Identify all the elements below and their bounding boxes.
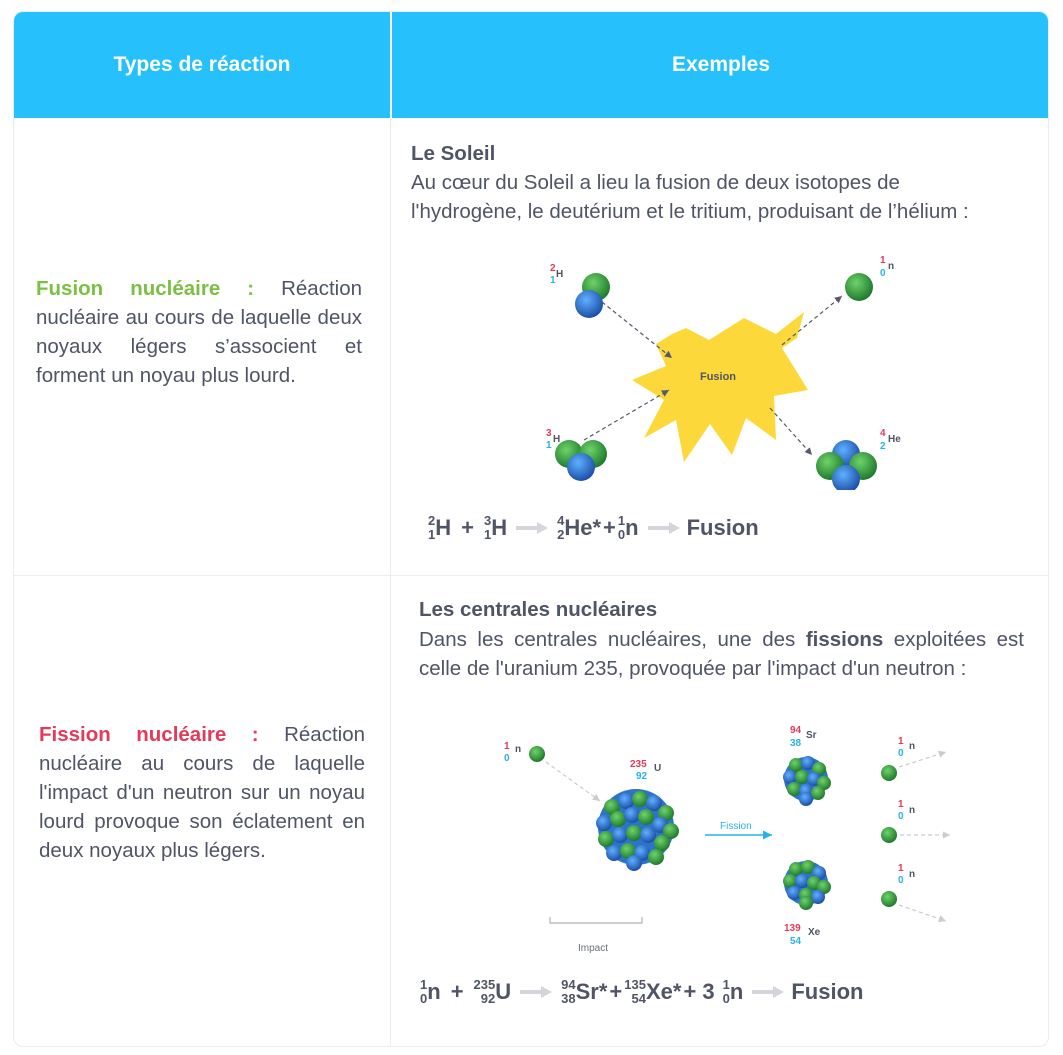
eq-nuclide: 1 0 n	[617, 513, 639, 542]
fusion-equation-result: Fusion	[686, 515, 759, 540]
eq-nuclide: 135 54 Xe*	[624, 977, 682, 1006]
arrow-icon	[515, 521, 549, 535]
eq-nuclide: 4 2 He*	[557, 513, 602, 542]
header-types: Types de réaction	[113, 53, 291, 76]
arrow-icon	[751, 985, 785, 999]
svg-text:1: 1	[898, 863, 904, 874]
svg-text:2: 2	[880, 441, 886, 452]
svg-text:1: 1	[898, 799, 904, 810]
fusion-example-title: Le Soleil	[411, 142, 496, 165]
fission-example-title: Les centrales nucléaires	[419, 598, 658, 621]
svg-text:1: 1	[546, 440, 552, 451]
svg-text:He: He	[888, 434, 901, 445]
header-examples: Exemples	[671, 53, 771, 76]
svg-text:1: 1	[880, 255, 886, 266]
svg-text:n: n	[888, 261, 895, 272]
helium-nucleus	[816, 440, 877, 490]
svg-text:0: 0	[898, 811, 904, 822]
arrow-helium-out	[770, 408, 812, 455]
eq-nuclide: 1 0 n	[722, 977, 744, 1006]
svg-text:139: 139	[784, 923, 801, 934]
svg-text:n: n	[909, 805, 916, 816]
arrow-icon	[647, 521, 681, 535]
tritium-nucleus	[555, 440, 607, 481]
svg-text:U: U	[654, 763, 662, 774]
eq-nuclide: 94 38 Sr*	[561, 977, 608, 1006]
output-neutron	[881, 827, 897, 843]
svg-text:94: 94	[790, 725, 802, 736]
fission-equation: 1 0 n + 235 92 U 94 38 Sr* + 135 54 Xe* + 3 1 0 n Fusion	[420, 977, 864, 1006]
arrow-icon	[519, 985, 553, 999]
svg-text:0: 0	[504, 753, 510, 764]
eq-nuclide: 2 1 H	[428, 513, 452, 542]
svg-text:n: n	[515, 744, 522, 755]
fusion-example-text: Au cœur du Soleil a lieu la fusion de deux isotopes de l'hydrogène, le deutérium et le tritium, produisant de l’hélium :	[411, 171, 969, 223]
fusion-equation: 2 1 H + 3 1 H 4 2 He* + 1 0 n Fusion	[428, 513, 759, 542]
svg-text:38: 38	[790, 738, 802, 749]
uranium-nucleus	[596, 789, 679, 871]
svg-text:Sr: Sr	[806, 730, 817, 741]
eq-nuclide: 235 92 U	[473, 977, 512, 1006]
svg-text:0: 0	[898, 875, 904, 886]
eq-nuclide: 3 1 H	[483, 513, 508, 542]
row-divider	[14, 575, 1049, 576]
svg-text:2: 2	[550, 263, 556, 274]
svg-text:1: 1	[504, 741, 510, 752]
svg-text:92: 92	[636, 771, 648, 782]
reactions-table	[13, 11, 1049, 1047]
fusion-star	[632, 312, 808, 462]
svg-text:H: H	[553, 434, 561, 445]
fusion-definition-text: Réaction nucléaire au cours de laquelle deux noyaux légers s’associent et forment un noyau plus lourd.	[36, 277, 363, 387]
svg-text:n: n	[909, 869, 916, 880]
neutron-path	[546, 762, 600, 801]
svg-text:0: 0	[898, 748, 904, 759]
svg-text:4: 4	[880, 428, 886, 439]
neutron-out	[845, 273, 873, 301]
fission-definition-text: Réaction nucléaire au cours de laquelle l'impact d'un neutron sur un noyau lourd provoque son éclatement en deux noyaux plus légers.	[39, 723, 365, 862]
svg-text:235: 235	[630, 759, 647, 770]
svg-text:0: 0	[880, 268, 886, 279]
impact-label: Impact	[578, 943, 609, 954]
svg-text:1: 1	[550, 275, 556, 286]
svg-text:H: H	[556, 269, 564, 280]
impact-bracket	[550, 917, 642, 923]
svg-text:1: 1	[898, 736, 904, 747]
incoming-neutron	[529, 746, 545, 762]
fission-definition	[39, 720, 365, 865]
eq-nuclide: 1 0 n	[420, 977, 441, 1006]
svg-text:n: n	[909, 741, 916, 752]
strontium-nucleus	[783, 756, 831, 806]
svg-text:54: 54	[790, 936, 802, 947]
fission-diagram	[494, 707, 954, 957]
table-header	[14, 12, 1049, 118]
output-neutron	[881, 765, 897, 781]
fission-arrow-label: Fission	[720, 821, 752, 832]
fission-term: Fission nucléaire :	[39, 723, 259, 746]
fission-equation-result: Fusion	[791, 979, 864, 1004]
column-divider	[390, 118, 391, 1047]
fusion-term: Fusion nucléaire :	[36, 277, 255, 300]
fission-example-text: Dans les centrales nucléaires, une des fissions exploitées est celle de l'uranium 235, provoquée par l'impact d'un neutron :	[419, 628, 1024, 680]
fusion-definition	[36, 274, 362, 390]
svg-text:Xe: Xe	[808, 927, 821, 938]
deuterium-nucleus	[575, 273, 610, 318]
xenon-nucleus	[783, 860, 831, 910]
fusion-center-label: Fusion	[699, 371, 737, 383]
svg-text:3: 3	[546, 428, 552, 439]
output-neutron	[881, 891, 897, 907]
fusion-diagram	[514, 240, 914, 490]
